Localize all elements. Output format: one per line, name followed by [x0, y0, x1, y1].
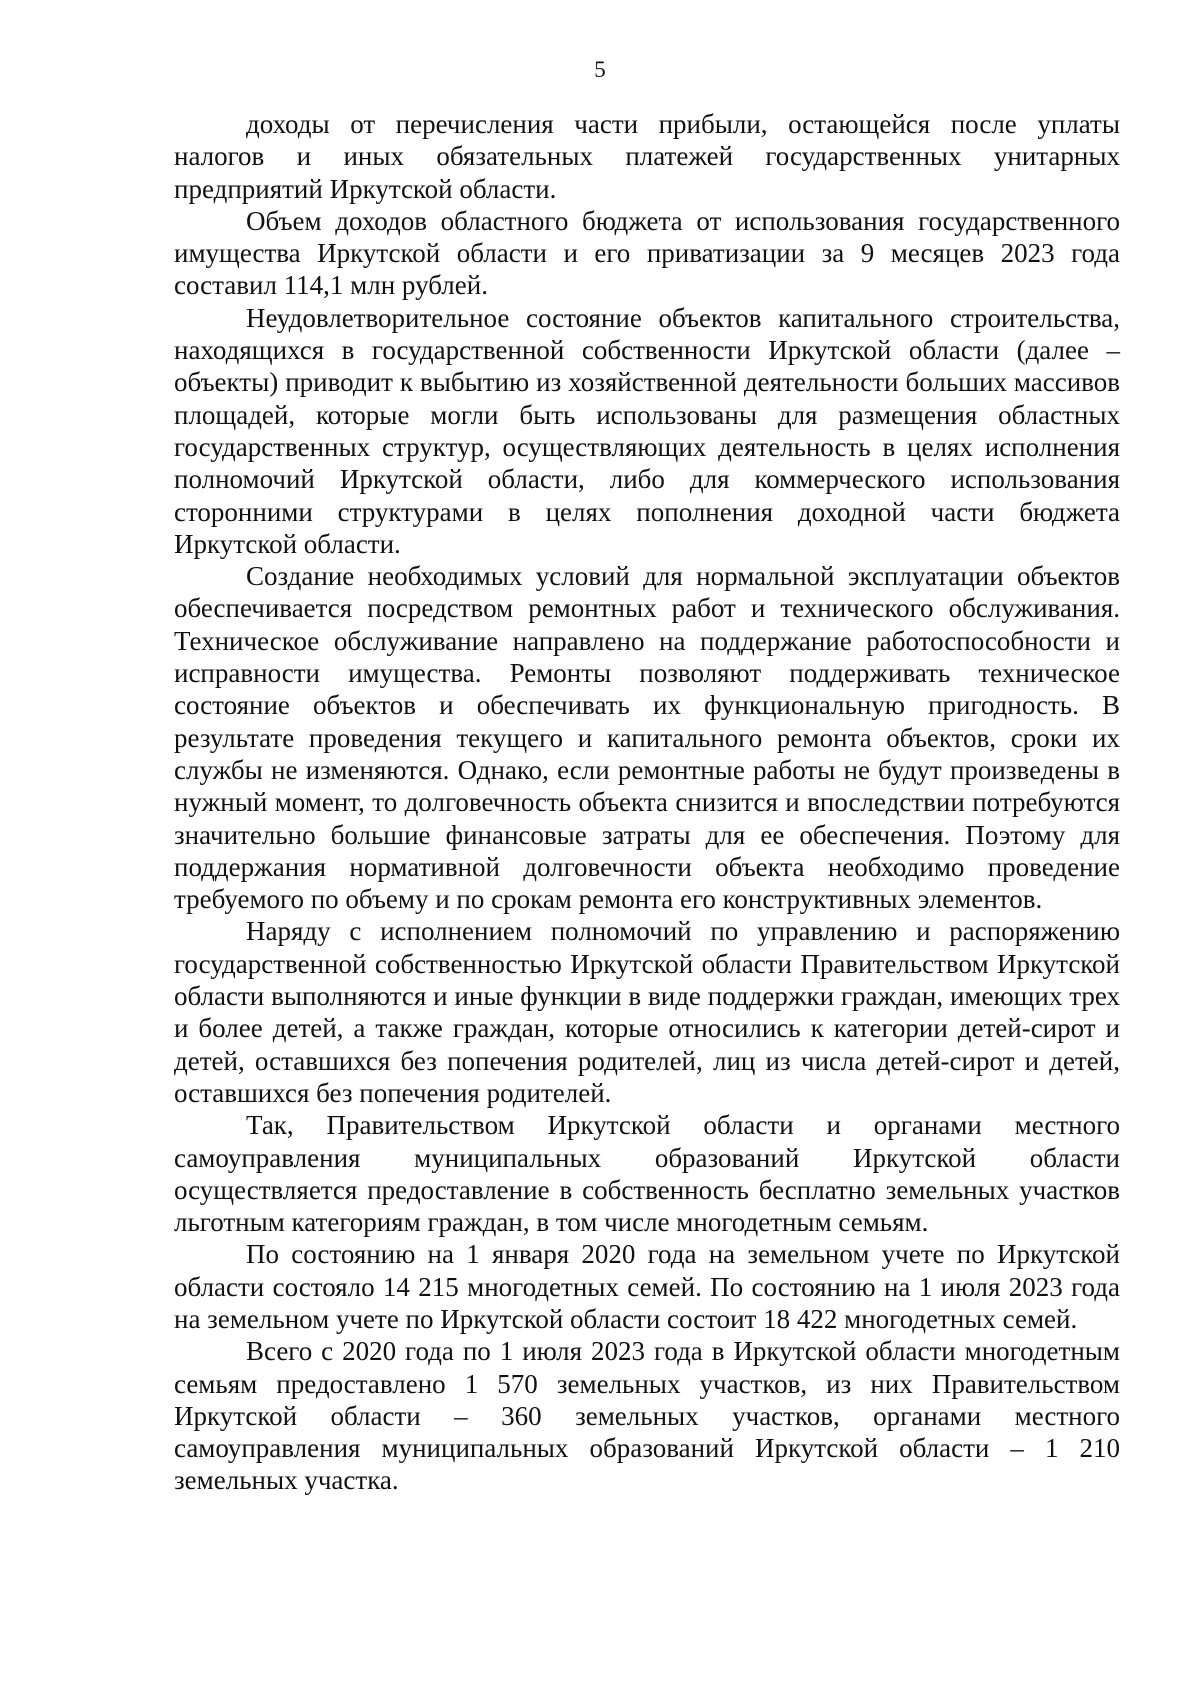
- paragraph-3: Неудовлетворительное состояние объектов капитального строительства, находящихся в государственной собственности Иркутской области (далее – объекты) приводит к выбытию из хозяйственной деятельности больших массивов площадей, которые могли быть использованы для размещения областных государственных структур, осуществляющих деятельность в целях исполнения полномочий Иркутской области, либо для коммерческого использования сторонними структурами в целях пополнения доходной части бюджета Иркутской области.: [174, 302, 1120, 559]
- paragraph-6: Так, Правительством Иркутской области и органами местного самоуправления муниципальных образований Иркутской области осуществляется предоставление в собственность бесплатно земельных участков льготным категориям граждан, в том числе многодетным семьям.: [174, 1110, 1120, 1238]
- paragraph-1: доходы от перечисления части прибыли, остающейся после уплаты налогов и иных обязательных платежей государственных унитарных предприятий Иркутской области.: [174, 109, 1120, 204]
- document-body: [174, 108, 1120, 1497]
- paragraph-2: Объем доходов областного бюджета от использования государственного имущества Иркутской области и его приватизации за 9 месяцев 2023 года составил 114,1 млн рублей.: [174, 205, 1120, 301]
- paragraph-8: Всего с 2020 года по 1 июля 2023 года в Иркутской области многодетным семьям предоставлено 1 570 земельных участков, из них Правительством Иркутской области – 360 земельных участков, органами местного самоуправления муниципальных образований Иркутской области – 1 210 земельных участка.: [174, 1336, 1120, 1496]
- paragraph-4: Создание необходимых условий для нормальной эксплуатации объектов обеспечивается посредством ремонтных работ и технического обслуживания. Техническое обслуживание направлено на поддержание работоспособности и исправности имущества. Ремонты позволяют поддерживать техническое состояние объектов и обеспечивать их функциональную пригодность. В результате проведения текущего и капитального ремонта объектов, сроки их службы не изменяются. Однако, если ремонтные работы не будут произведены в нужный момент, то долговечность объекта снизится и впоследствии потребуются значительно большие финансовые затраты для ее обеспечения. Поэтому для поддержания нормативной долговечности объекта необходимо проведение требуемого по объему и по срокам ремонта его конструктивных элементов.: [174, 561, 1120, 915]
- paragraph-7: По состоянию на 1 января 2020 года на земельном учете по Иркутской области состояло 14 215 многодетных семей. По состоянию на 1 июля 2023 года на земельном учете по Иркутской области состоит 18 422 многодетных семей.: [174, 1239, 1120, 1334]
- page-number: 5: [594, 57, 606, 82]
- paragraph-5: Наряду с исполнением полномочий по управлению и распоряжению государственной собственностью Иркутской области Правительством Иркутской области выполняются и иные функции в виде поддержки граждан, имеющих трех и более детей, а также граждан, которые относились к категории детей-сирот и детей, оставшихся без попечения родителей, лиц из числа детей-сирот и детей, оставшихся без попечения родителей.: [174, 916, 1120, 1108]
